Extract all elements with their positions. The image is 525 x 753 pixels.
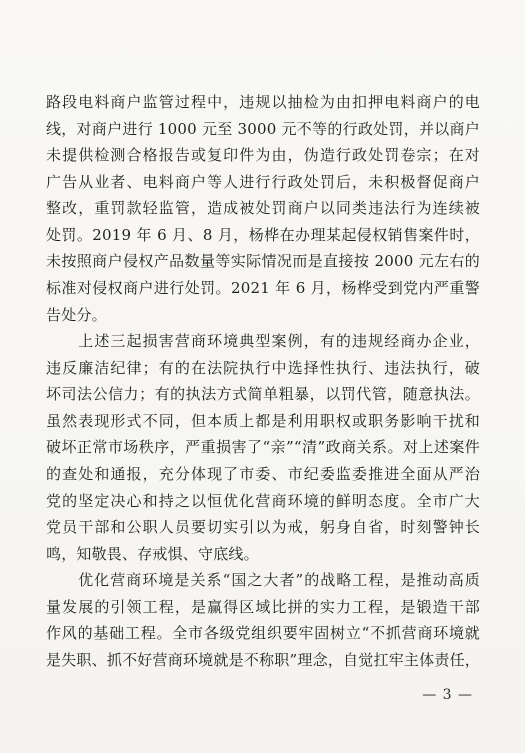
text-line: 未提供检测合格报告或复印件为由，伪造行政处罚卷宗；在对 bbox=[46, 146, 480, 165]
text-line: 整改，重罚款轻监管，造成被处罚商户以同类违法行为连续被 bbox=[46, 199, 480, 218]
text-line: 处罚。2019 年 6 月、8 月，杨桦在办理某起侵权销售案件时， bbox=[46, 225, 480, 244]
text-line: 广告从业者、电料商户等人进行行政处罚后，未积极督促商户 bbox=[46, 172, 480, 191]
text-line: 坏司法公信力；有的执法方式简单粗暴，以罚代管，随意执法。 bbox=[46, 385, 480, 404]
text-line: 虽然表现形式不同，但本质上都是利用职权或职务影响干扰和 bbox=[46, 411, 480, 430]
text-line: 标准对侵权商户进行处罚。2021 年 6 月，杨桦受到党内严重警 bbox=[46, 279, 480, 297]
text-line: 作风的基础工程。全市各级党组织要牢固树立“不抓营商环境就 bbox=[46, 624, 480, 643]
text-line: 是失职、抓不好营商环境就是不称职”理念，自觉扛牢主体责任， bbox=[46, 651, 480, 669]
page-number: — 3 — bbox=[422, 687, 473, 703]
text-line: 告处分。 bbox=[46, 305, 107, 324]
text-line: 违反廉洁纪律；有的在法院执行中选择性执行、违法执行，破 bbox=[46, 358, 480, 377]
text-line: 党员干部和公职人员要切实引以为戒，躬身自省，时刻警钟长 bbox=[46, 518, 480, 537]
text-line: 线，对商户进行 1000 元至 3000 元不等的行政处罚，并以商户 bbox=[46, 119, 480, 138]
text-line: 优化营商环境是关系“国之大者”的战略工程，是推动高质 bbox=[46, 571, 480, 590]
text-line: 路段电料商户监管过程中，违规以抽检为由扣押电料商户的电 bbox=[46, 93, 480, 111]
text-line: 破坏正常市场秩序，严重损害了“亲”“清”政商关系。对上述案件 bbox=[46, 438, 480, 457]
text-line: 的查处和通报，充分体现了市委、市纪委监委推进全面从严治 bbox=[46, 465, 480, 483]
text-line: 上述三起损害营商环境典型案例，有的违规经商办企业， bbox=[46, 332, 480, 351]
text-line: 鸣，知敬畏、存戒惧、守底线。 bbox=[46, 544, 259, 563]
text-line: 量发展的引领工程，是赢得区域比拼的实力工程，是锻造干部 bbox=[46, 597, 480, 616]
text-line: 未按照商户侵权产品数量等实际情况而是直接按 2000 元左右的 bbox=[46, 252, 480, 271]
text-line: 党的坚定决心和持之以恒优化营商环境的鲜明态度。全市广大 bbox=[46, 491, 480, 510]
